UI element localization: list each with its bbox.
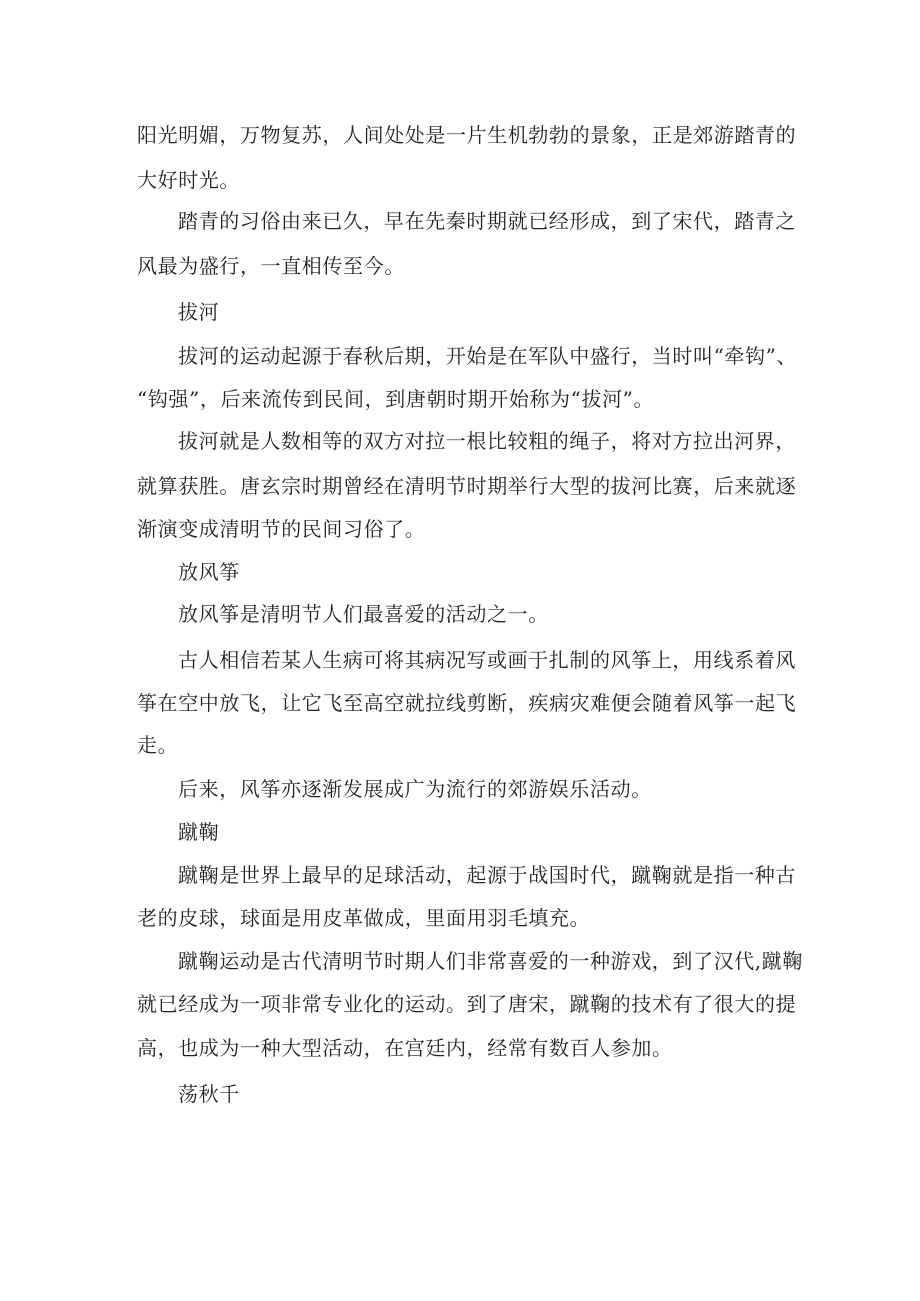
paragraph-taqing-line-1: 踏青的习俗由来已久，早在先秦时期就已经形成，到了宋代，踏青之 [178, 209, 796, 233]
paragraph-cuju-history-line-3: 高，也成为一种大型活动，在宫廷内，经常有数百人参加。 [137, 1036, 673, 1060]
paragraph-taqing-line-2: 风最为盛行，一直相传至今。 [137, 254, 405, 278]
paragraph-tug-rules-line-1: 拔河就是人数相等的双方对拉一根比较粗的绳子，将对方拉出河界， [178, 429, 796, 453]
paragraph-tug-origin-line-2: “钩强”，后来流传到民间，到唐朝时期开始称为“拔河”。 [137, 387, 655, 411]
paragraph-cuju-origin-line-2: 老的皮球，球面是用皮革做成，里面用羽毛填充。 [137, 906, 591, 930]
paragraph-cuju-history-line-1: 蹴鞠运动是古代清明节时期人们非常喜爱的一种游戏，到了汉代,蹴鞠 [178, 949, 803, 973]
paragraph-tug-rules-line-3: 渐演变成清明节的民间习俗了。 [137, 517, 426, 541]
paragraph-kite-later: 后来，风筝亦逐渐发展成广为流行的郊游娱乐活动。 [178, 777, 652, 801]
paragraph-cuju-history-line-2: 就已经成为一项非常专业化的运动。到了唐宋，蹴鞠的技术有了很大的提 [137, 992, 797, 1016]
paragraph-spring-outing-line-1: 阳光明媚，万物复苏，人间处处是一片生机勃勃的景象，正是郊游踏青的 [137, 123, 797, 147]
paragraph-tug-rules-line-2: 就算获胜。唐玄宗时期曾经在清明节时期举行大型的拔河比赛，后来就逐 [137, 474, 797, 498]
paragraph-kite-belief-line-3: 走。 [137, 733, 179, 757]
heading-kite-flying: 放风筝 [178, 560, 240, 584]
paragraph-spring-outing-line-2: 大好时光。 [137, 168, 240, 192]
paragraph-cuju-origin-line-1: 蹴鞠是世界上最早的足球活动，起源于战国时代，蹴鞠就是指一种古 [178, 863, 796, 887]
paragraph-kite-belief-line-1: 古人相信若某人生病可将其病况写或画于扎制的风筝上，用线系着风 [178, 648, 796, 672]
paragraph-kite-belief-line-2: 筝在空中放飞，让它飞至高空就拉线剪断，疾病灾难便会随着风筝一起飞 [137, 691, 797, 715]
paragraph-tug-origin-line-1: 拔河的运动起源于春秋后期，开始是在军队中盛行，当时叫“牵钩”、 [178, 344, 798, 368]
paragraph-kite-intro: 放风筝是清明节人们最喜爱的活动之一。 [178, 602, 549, 626]
heading-tug-of-war: 拔河 [178, 300, 220, 324]
heading-cuju: 蹴鞠 [178, 820, 220, 844]
heading-swing: 荡秋千 [178, 1082, 240, 1106]
